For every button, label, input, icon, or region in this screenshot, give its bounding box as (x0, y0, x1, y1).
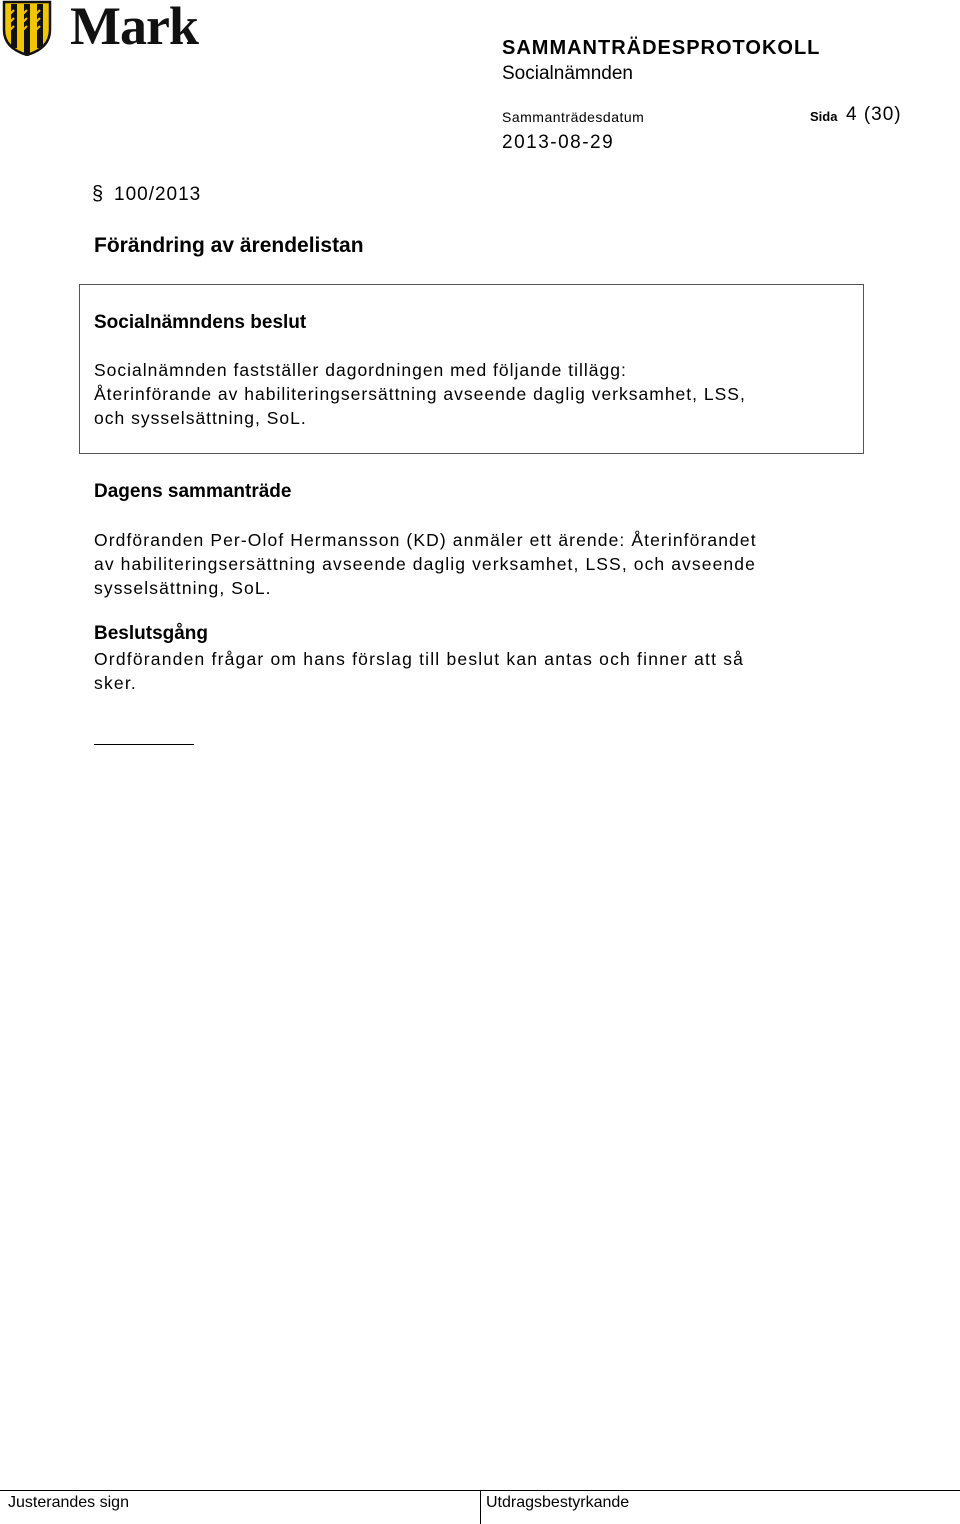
case-title: Förändring av ärendelistan (94, 234, 364, 257)
logo-wordmark: Mark (70, 0, 198, 56)
coat-of-arms-icon (2, 0, 52, 56)
procedure-line: sker. (94, 673, 137, 693)
meeting-text (94, 528, 884, 600)
meeting-date: 2013-08-29 (502, 132, 615, 153)
meeting-line: sysselsättning, SoL. (94, 578, 272, 598)
section-divider (94, 744, 194, 745)
meeting-line: av habiliteringsersättning avseende daglig verksamhet, LSS, och avseende (94, 554, 756, 574)
decision-line: och sysselsättning, SoL. (94, 408, 307, 428)
committee-name: Socialnämnden (502, 63, 633, 84)
decision-heading: Socialnämndens beslut (94, 312, 307, 333)
meeting-date-label: Sammanträdesdatum (502, 109, 645, 125)
paragraph-mark: § (92, 183, 104, 205)
decision-line: Återinförande av habiliteringsersättning avseende daglig verksamhet, LSS, (94, 384, 746, 404)
case-number: 100/2013 (114, 184, 202, 205)
page-number: 4 (30) (846, 104, 902, 125)
document-type: SAMMANTRÄDESPROTOKOLL (502, 37, 821, 59)
procedure-heading: Beslutsgång (94, 623, 209, 644)
footer-separator (480, 1490, 481, 1524)
procedure-text (94, 647, 854, 695)
procedure-line: Ordföranden frågar om hans förslag till beslut kan antas och finner att så (94, 649, 745, 669)
page-label: Sida (810, 109, 838, 124)
decision-text (94, 358, 854, 430)
signature-field-label: Justerandes sign (8, 1494, 129, 1511)
meeting-heading: Dagens sammanträde (94, 481, 292, 502)
meeting-line: Ordföranden Per-Olof Hermansson (KD) anmäler ett ärende: Återinförandet (94, 530, 757, 550)
decision-line: Socialnämnden fastställer dagordningen med följande tillägg: (94, 360, 627, 380)
municipality-logo (0, 0, 240, 60)
certification-field-label: Utdragsbestyrkande (486, 1494, 630, 1511)
